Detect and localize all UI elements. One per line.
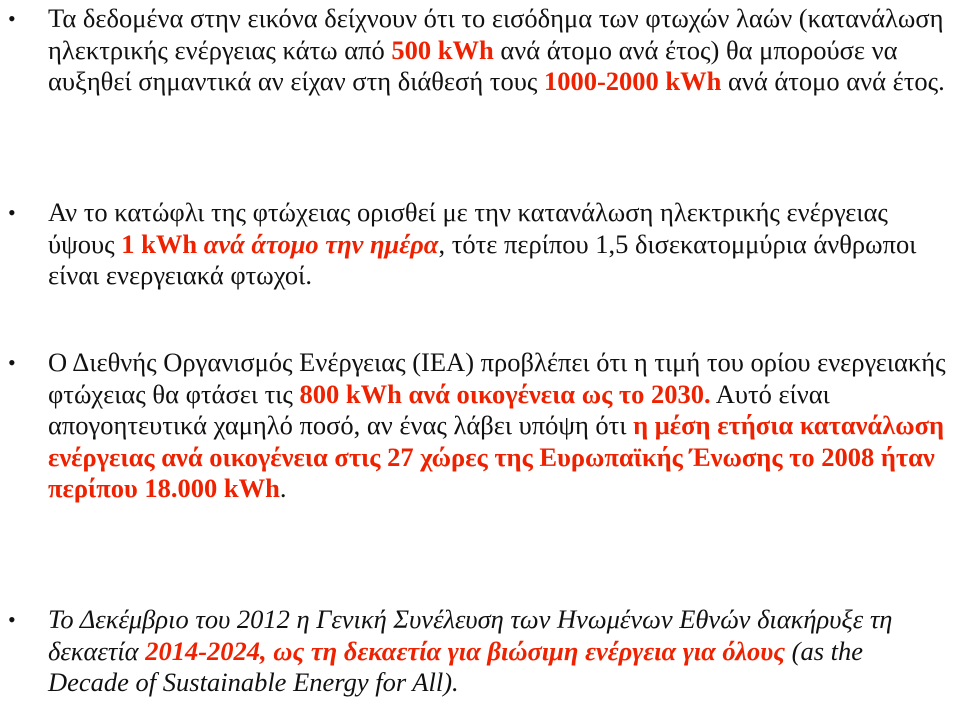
text-run: . <box>279 473 287 503</box>
highlight-run: 2014-2024, ως τη δεκαετία για βιώσιμη ενέργεια για όλους <box>145 635 786 666</box>
text-run: ανά άτομο ανά έτος. <box>721 66 945 96</box>
bullet-text <box>48 347 948 505</box>
text-run: Τα δεδομένα στην εικόνα δείχνουν ότι το εισόδημα των φτωχών λαών (κατανάλωση ηλεκτρικής ενέργειας κάτω από <box>48 3 944 65</box>
highlight-run: 500 kWh <box>391 34 494 65</box>
highlight-run: ανά άτομο την ημέρα <box>203 228 439 259</box>
text-run: Το Δεκέμβριο του 2012 η Γενική Συνέλευση των Ηνωμένων Εθνών διακήρυξε τη δεκαετία <box>48 604 893 666</box>
text-run: Ο Διεθνής Οργανισμός Ενέργειας (IEA) προβλέπει ότι η τιμή του ορίου ενεργειακής φτώχειας θα φτάσει τις <box>48 347 946 409</box>
highlight-run: 800 kWh ανά οικογένεια ως το 2030. <box>299 378 711 409</box>
bullet-symbol: • <box>8 200 16 225</box>
text-run: Αυτό είναι απογοητευτικά χαμηλό ποσό, αν ένας λάβει υπόψη ότι <box>48 378 830 440</box>
highlight-run: η μέση ετήσια κατανάλωση ενέργειας ανά οικογένεια στις 27 χώρες της Ευρωπαϊκής Ένωσης το 2008 ήταν περίπου 18.000 kWh <box>48 410 945 503</box>
bullet-text <box>48 197 948 292</box>
highlight-run: 1 kWh <box>121 228 204 259</box>
bullet-symbol: • <box>8 350 16 375</box>
text-run: (as the Decade of Sustainable Energy for All). <box>48 635 864 697</box>
bullet-symbol: • <box>8 6 16 31</box>
text-run: , τότε περίπου 1,5 δισεκατομμύρια άνθρωποι είναι ενεργειακά φτωχοί. <box>48 228 917 290</box>
highlight-run: 1000-2000 kWh <box>543 66 722 96</box>
text-run: ανά άτομο ανά έτος) θα μπορούσε να αυξηθεί σημαντικά αν είχαν στη διάθεσή τους <box>48 34 898 96</box>
text-run: Αν το κατώφλι της φτώχειας ορισθεί με την κατανάλωση ηλεκτρικής ενέργειας ύψους <box>48 197 888 259</box>
bullet-text <box>48 604 948 699</box>
bullet-text <box>48 3 948 98</box>
bullet-symbol: • <box>8 607 16 632</box>
